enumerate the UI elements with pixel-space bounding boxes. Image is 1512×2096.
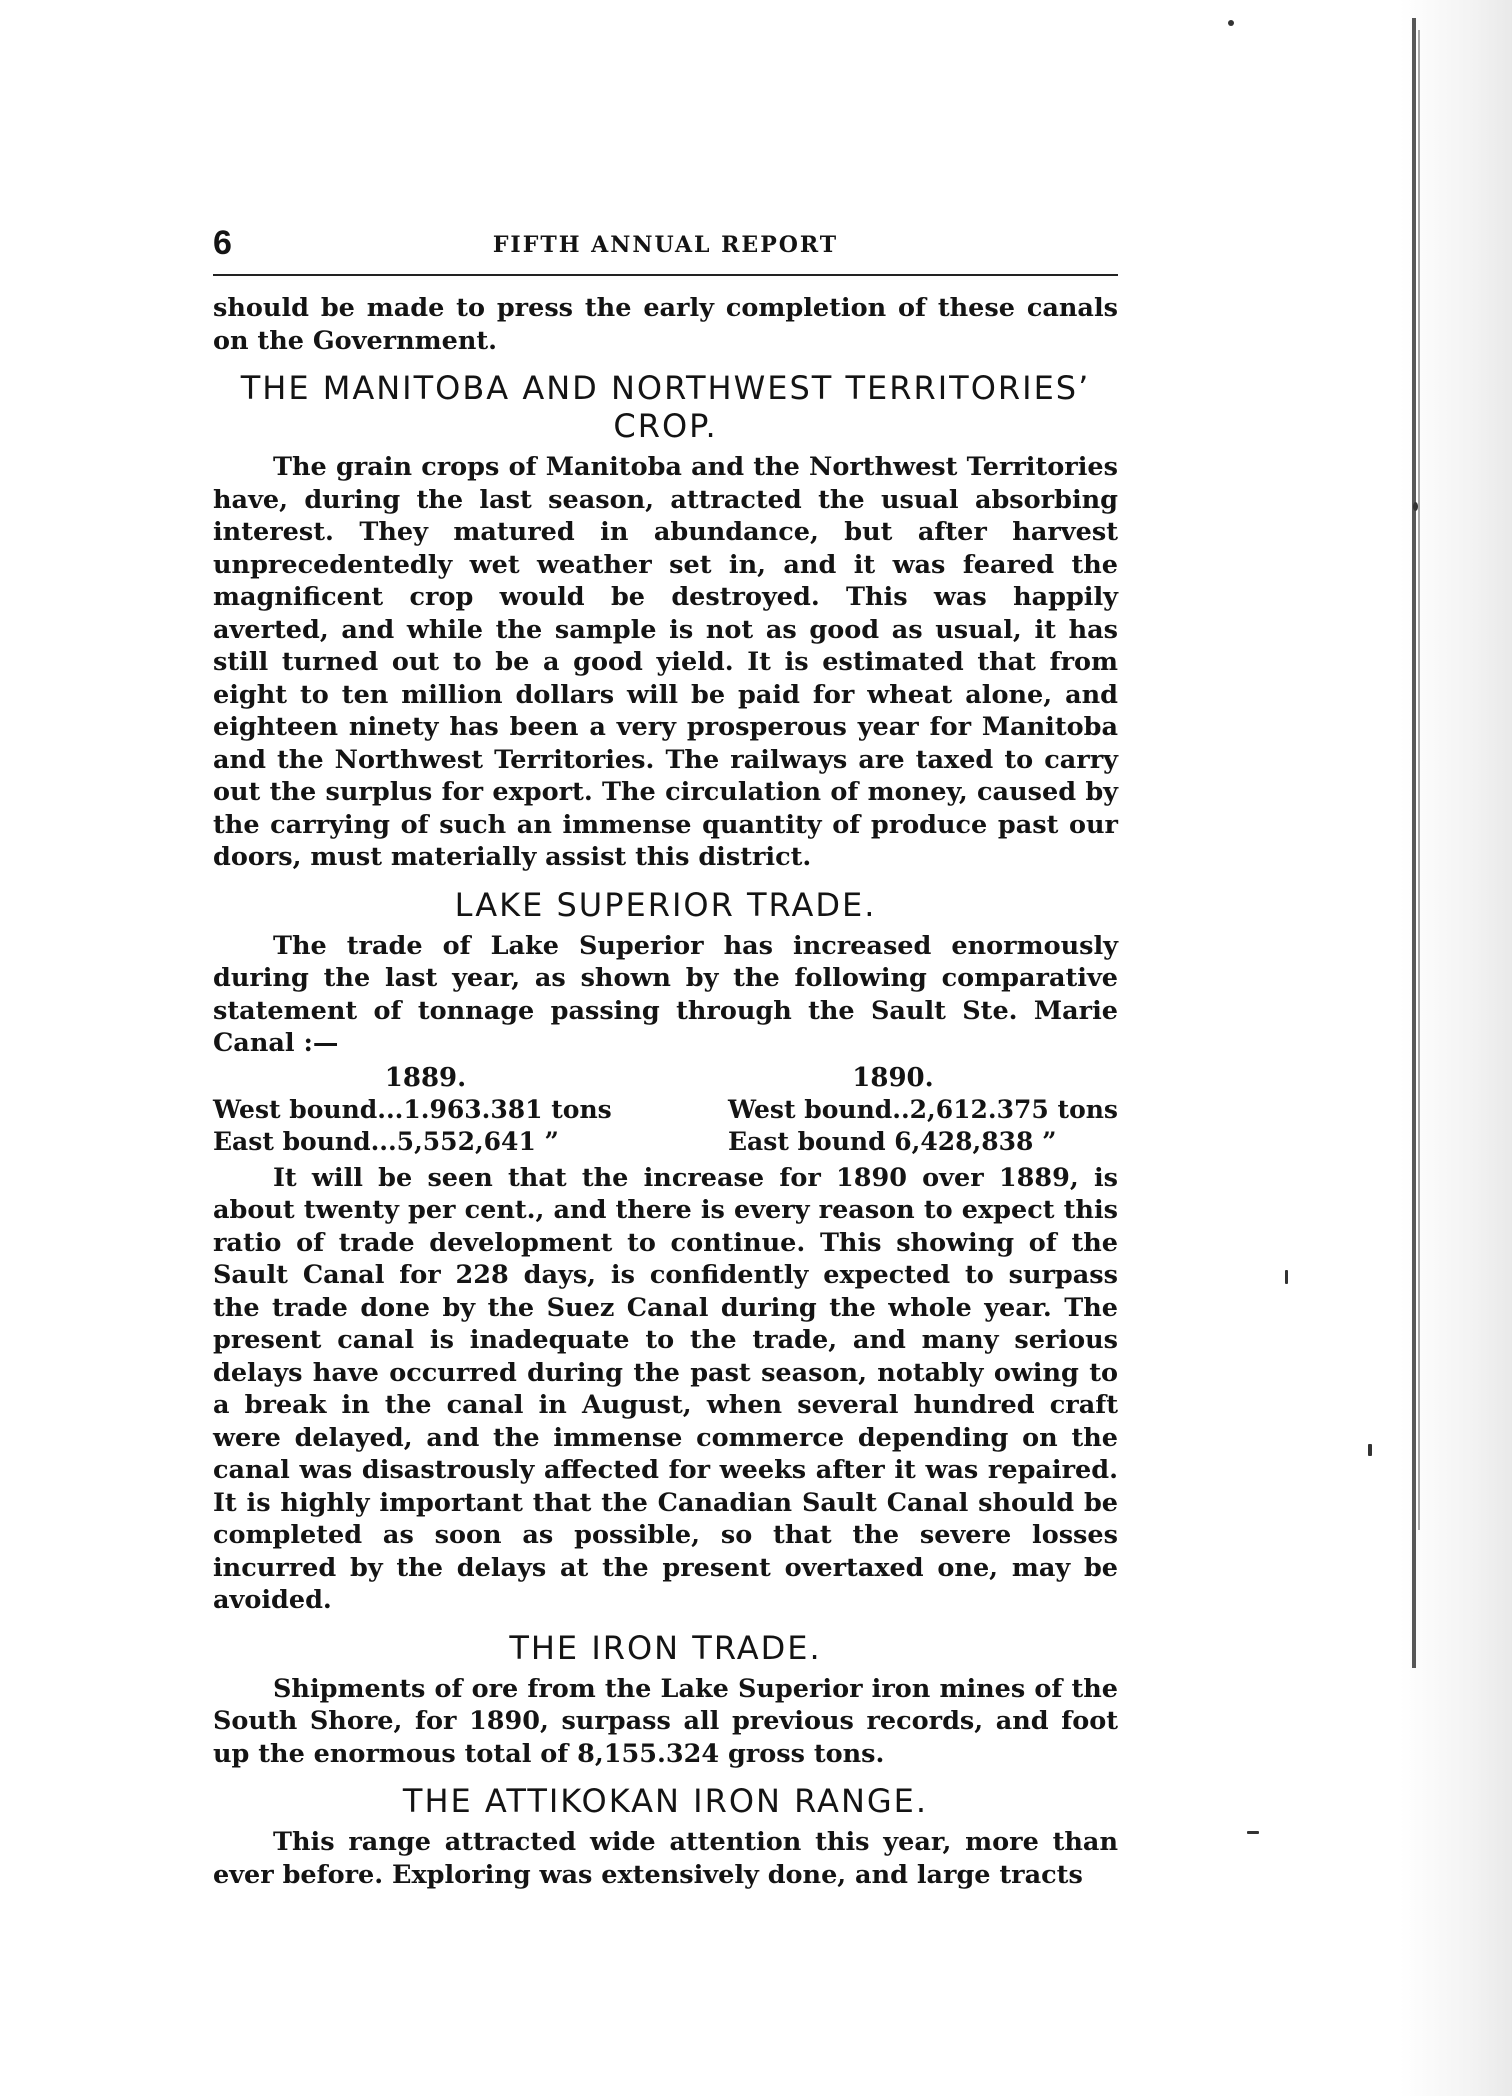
- scan-speck: [1228, 20, 1234, 26]
- running-header: [213, 222, 1118, 276]
- paragraph-lake-superior: The trade of Lake Superior has increased enormously during the last year, as shown by the following comparative statement of tonnage passing through the Sault Ste. Marie Canal :—: [213, 930, 1118, 1058]
- binding-edge-line-faint: [1418, 30, 1420, 1530]
- paragraph-canal-increase: It will be seen that the increase for 1890 over 1889, is about twenty per cent., and there is every reason to expect this ratio of trade development to continue. This showing of the Sault Canal for 228 days, is confidently expected to surpass the trade done by the Suez Canal during the whole year. The present canal is inadequate to the trade, and many serious delays have occurred during the past season, notably owing to a break in the canal in August, when several hundred craft were delayed, and the immense commerce depending on the canal was disastrously affected for weeks after it was repaired. It is highly important that the Canadian Sault Canal should be completed as soon as possible, so that the severe losses incurred by the delays at the present overtaxed one, may be avoided.: [213, 1162, 1118, 1615]
- scan-speck: [1247, 1831, 1259, 1834]
- page-edge-shadow: [1400, 0, 1512, 2096]
- scan-speck: [1413, 502, 1418, 511]
- table-cell: East bound...5,552,641 ”: [213, 1126, 559, 1156]
- paragraph-manitoba: The grain crops of Manitoba and the Northwest Territories have, during the last season, attracted the usual absorbing interest. They matured in abundance, but after harvest unprecedentedly wet weather set in, and it was feared the magnificent crop would be destroyed. This was happily averted, and while the sample is not as good as usual, it has still turned out to be a good yield. It is estimated that from eight to ten million dollars will be paid for wheat alone, and eighteen ninety has been a very prosperous year for Manitoba and the Northwest Territories. The railways are taxed to carry out the surplus for export. The circulation of money, caused by the carrying of such an immense quantity of produce past our doors, must materially assist this district.: [213, 452, 1118, 872]
- scan-speck: [1285, 1270, 1288, 1284]
- table-cell: West bound...1.963.381 tons: [213, 1094, 612, 1124]
- section-heading-manitoba: THE MANITOBA AND NORTHWEST TERRITORIES’ CROP.: [240, 369, 1091, 445]
- table-year-left: 1889.: [384, 1062, 467, 1093]
- text-column: [213, 222, 1118, 1891]
- page-number: 6: [213, 224, 232, 262]
- scan-speck: [1368, 1444, 1372, 1456]
- section-heading-lake-superior: LAKE SUPERIOR TRADE.: [454, 885, 877, 924]
- section-heading-iron-trade: THE IRON TRADE.: [509, 1628, 822, 1667]
- continued-paragraph: should be made to press the early completion of these canals on the Government.: [213, 293, 1118, 356]
- table-cell: East bound 6,428,838 ”: [727, 1126, 1057, 1156]
- binding-edge-line: [1412, 18, 1416, 1668]
- section-heading-attikokan: THE ATTIKOKAN IRON RANGE.: [402, 1782, 929, 1820]
- table-cell: West bound..2,612.375 tons: [727, 1094, 1118, 1124]
- tonnage-table: [213, 1062, 1118, 1158]
- table-year-right: 1890.: [852, 1062, 934, 1093]
- running-title: FIFTH ANNUAL REPORT: [492, 232, 839, 258]
- paragraph-iron-trade: Shipments of ore from the Lake Superior iron mines of the South Shore, for 1890, surpass all previous records, and foot up the enormous total of 8,155.324 gross tons.: [213, 1673, 1118, 1769]
- paragraph-attikokan: This range attracted wide attention this year, more than ever before. Exploring was extensively done, and large tracts: [213, 1827, 1118, 1890]
